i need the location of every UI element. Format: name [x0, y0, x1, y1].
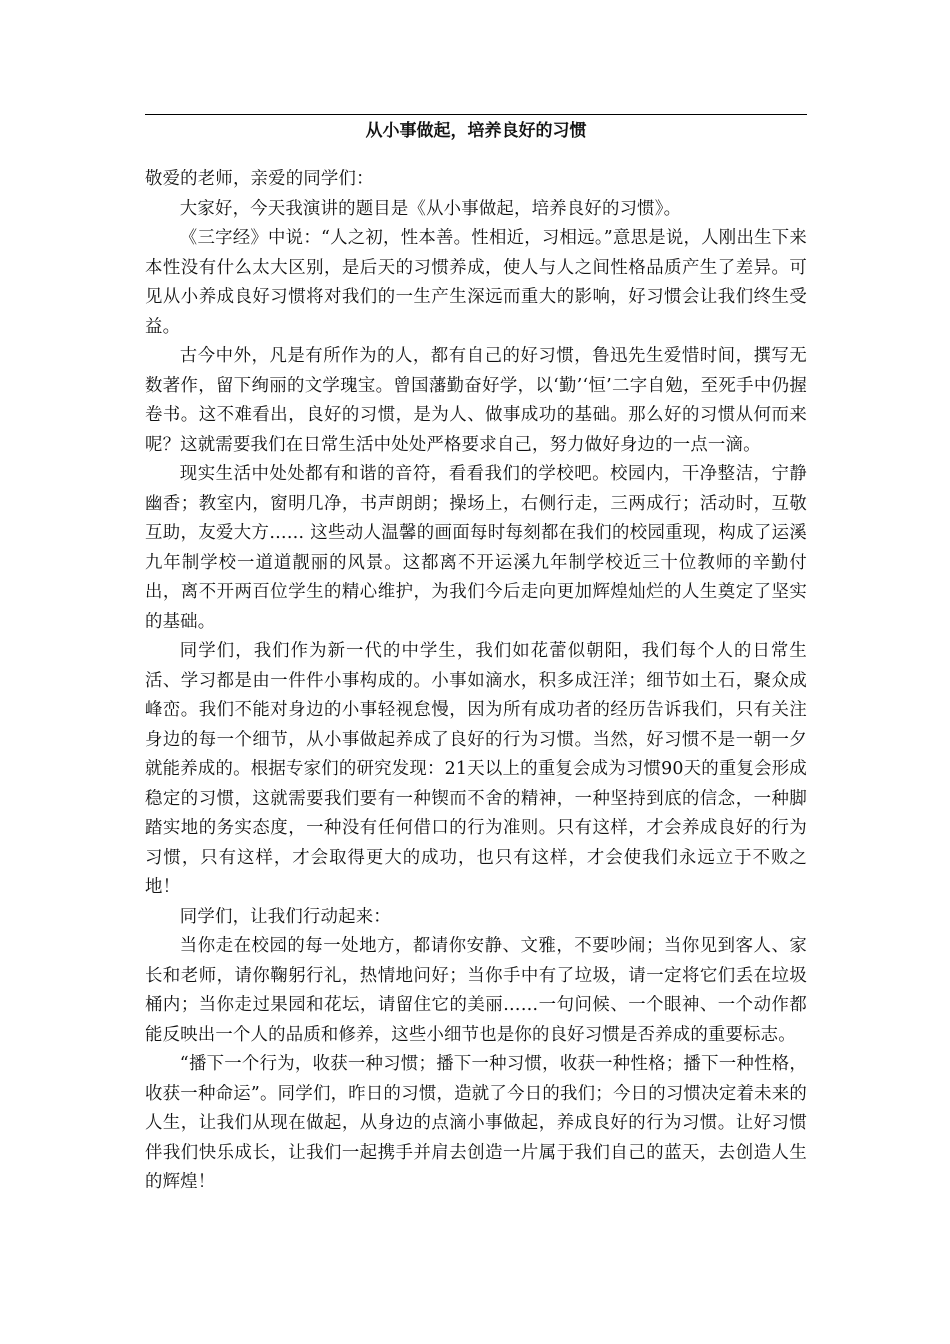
greeting: 敬爱的老师，亲爱的同学们： — [145, 169, 374, 189]
paragraph-conclusion: “播下一个行为，收获一种习惯；播下一种习惯，收获一种性格；播下一种性格，收获一种命运”。同学们，昨日的习惯，造就了今日的我们；今日的习惯决定着未来的人生，让我们从现在做起，从身边的点滴小事做起，养成良好的行为习惯。让好习惯伴我们快乐成长，让我们一起携手并肩去创造一片属于我们自己的蓝天，去创造人生的辉煌！ — [145, 1054, 807, 1192]
paragraph-sanzijing: 《三字经》中说：“人之初，性本善。性相近，习相远。”意思是说，人刚出生下来本性没有什么太大区别，是后天的习惯养成，使人与人之间性格品质产生了差异。可见从小养成良好习惯将对我们的一生产生深远而重大的影响，好习惯会让我们终生受益。 — [145, 228, 807, 337]
paragraph-examples: 古今中外，凡是有所作为的人，都有自己的好习惯，鲁迅先生爱惜时间，撰写无数著作，留下绚丽的文学瑰宝。曾国藩勤奋好学，以‘勤’‘恒’二字自勉，至死手中仍握卷书。这不难看出，良好的习惯，是为人、做事成功的基础。那么好的习惯从何而来呢？这就需要我们在日常生活中处处严格要求自己，努力做好身边的一点一滴。 — [145, 346, 807, 455]
paragraph-small-things: 同学们，我们作为新一代的中学生，我们如花蕾似朝阳，我们每个人的日常生活、学习都是由一件件小事构成的。小事如滴水，积多成汪洋；细节如土石，聚众成峰峦。我们不能对身边的小事轻视怠慢，因为所有成功者的经历告诉我们，只有关注身边的每一个细节，从小事做起养成了良好的行为习惯。当然，好习惯不是一朝一夕就能养成的。根据专家们的研究发现：21天以上的重复会成为习惯90天的重复会形成稳定的习惯，这就需要我们要有一种锲而不舍的精神，一种坚持到底的信念，一种脚踏实地的务实态度，一种没有任何借口的行为准则。只有这样，才会养成良好的行为习惯，只有这样，才会取得更大的成功，也只有这样，才会使我们永远立于不败之地！ — [145, 641, 807, 897]
paragraph-school-life: 现实生活中处处都有和谐的音符，看看我们的学校吧。校园内，干净整洁，宁静幽香；教室内，窗明几净，书声朗朗；操场上，右侧行走，三两成行；活动时，互敬互助，友爱大方…… 这些动人温馨的画面每时每刻都在我们的校园重现，构成了运溪九年制学校一道道靓丽的风景。这都离不开运溪九年制学校近三十位教师的辛勤付出，离不开两百位学生的精心维护，为我们今后走向更加辉煌灿烂的人生奠定了坚实的基础。 — [145, 464, 807, 632]
paragraph-call-to-action: 同学们，让我们行动起来： — [179, 906, 391, 927]
header-rule — [145, 114, 807, 115]
document-title: 从小事做起，培养良好的习惯 — [365, 121, 587, 141]
document-page — [145, 0, 807, 1344]
document-body — [145, 165, 807, 1198]
paragraph-campus-behavior: 当你走在校园的每一处地方，都请你安静、文雅，不要吵闹；当你见到客人、家长和老师，请你鞠躬行礼，热情地问好；当你手中有了垃圾，请一定将它们丢在垃圾桶内；当你走过果园和花坛，请留住它的美丽……一句问候、一个眼神、一个动作都能反映出一个人的品质和修养，这些小细节也是你的良好习惯是否养成的重要标志。 — [145, 936, 807, 1045]
paragraph-intro: 大家好，今天我演讲的题目是《从小事做起，培养良好的习惯》。 — [179, 198, 682, 219]
